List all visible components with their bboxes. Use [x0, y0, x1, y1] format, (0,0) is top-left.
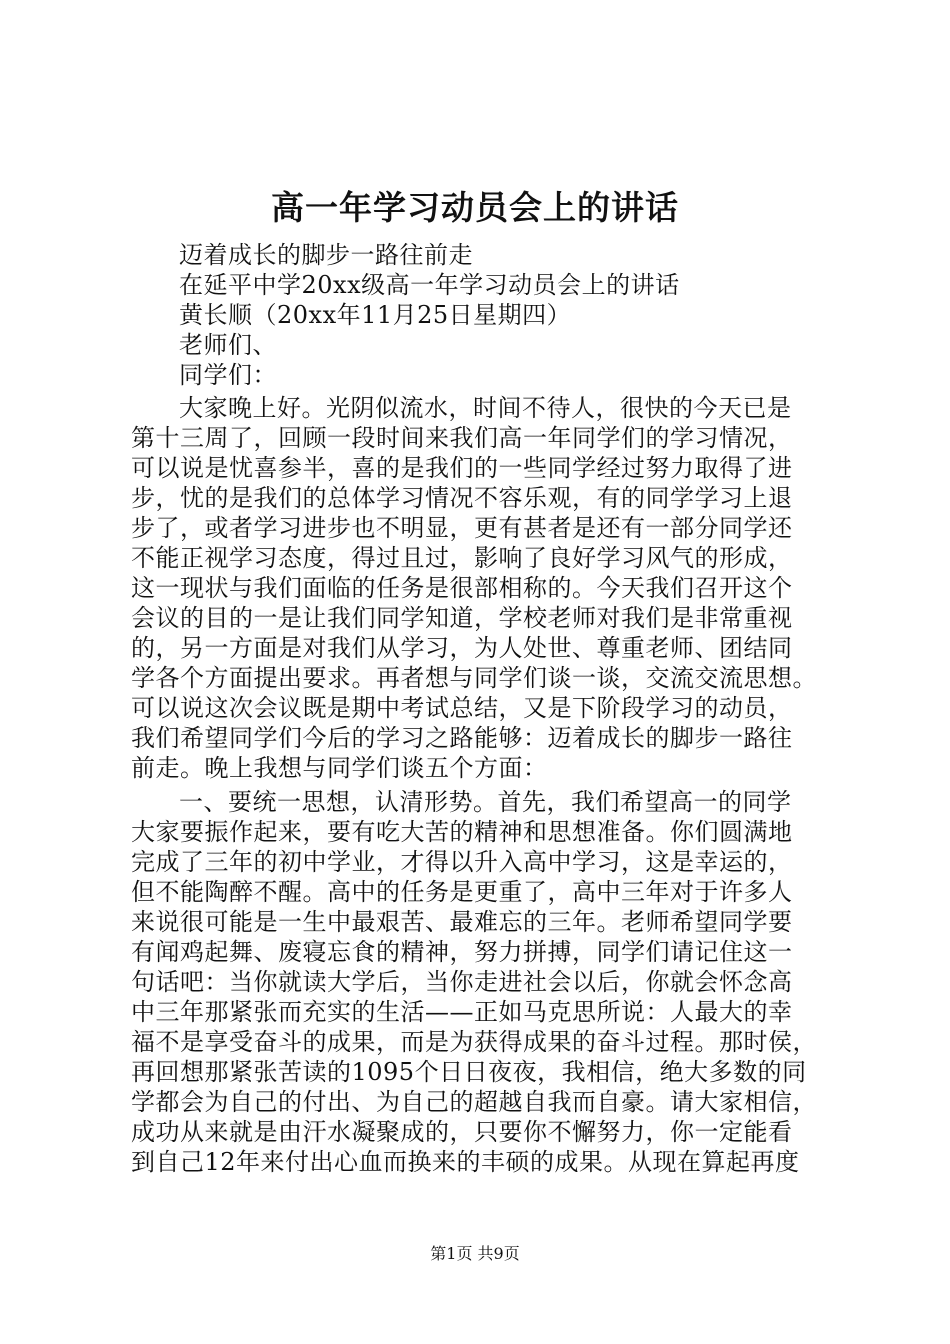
- paragraph-line: 到自己12年来付出心血而换来的丰硕的成果。从现在算起再度: [131, 1148, 800, 1176]
- paragraph-line: 福不是享受奋斗的成果，而是为获得成果的奋斗过程。那时侯，: [131, 1028, 817, 1056]
- paragraph-line: 完成了三年的初中学业，才得以升入高中学习，这是幸运的，: [131, 848, 793, 876]
- paragraph-line: 成功从来就是由汗水凝聚成的，只要你不懈努力，你一定能看: [131, 1118, 793, 1146]
- paragraph-line: 学都会为自己的付出、为自己的超越自我而自豪。请大家相信，: [131, 1088, 817, 1116]
- paragraph-line: 大家晚上好。光阴似流水，时间不待人，很快的今天已是: [179, 394, 792, 422]
- speaker-date-line: 黄长顺（20xx年11月25日星期四）: [179, 301, 572, 329]
- paragraph-line: 大家要振作起来，要有吃大苦的精神和思想准备。你们圆满地: [131, 818, 793, 846]
- document-title: 高一年学习动员会上的讲话: [271, 188, 679, 227]
- paragraph-line: 来说很可能是一生中最艰苦、最难忘的三年。老师希望同学要: [131, 908, 793, 936]
- paragraph-line: 一、要统一思想，认清形势。首先，我们希望高一的同学: [179, 788, 792, 816]
- paragraph-line: 中三年那紧张而充实的生活——正如马克思所说：人最大的幸: [131, 998, 793, 1026]
- paragraph-line: 我们希望同学们今后的学习之路能够：迈着成长的脚步一路往: [131, 724, 793, 752]
- paragraph-line: 前走。晚上我想与同学们谈五个方面：: [131, 754, 548, 782]
- paragraph-line: 可以说这次会议既是期中考试总结，又是下阶段学习的动员，: [131, 694, 793, 722]
- salutation-students: 同学们：: [179, 361, 277, 389]
- paragraph-line: 但不能陶醉不醒。高中的任务是更重了，高中三年对于许多人: [131, 878, 793, 906]
- paragraph-line: 可以说是忧喜参半，喜的是我们的一些同学经过努力取得了进: [131, 454, 793, 482]
- paragraph-line: 不能正视学习态度，得过且过，影响了良好学习风气的形成，: [131, 544, 793, 572]
- paragraph-line: 第十三周了，回顾一段时间来我们高一年同学们的学习情况，: [131, 424, 793, 452]
- paragraph-line: 这一现状与我们面临的任务是很部相称的。今天我们召开这个: [131, 574, 793, 602]
- paragraph-line: 会议的目的一是让我们同学知道，学校老师对我们是非常重视: [131, 604, 793, 632]
- event-line: 在延平中学20xx级高一年学习动员会上的讲话: [179, 271, 680, 299]
- paragraph-line: 有闻鸡起舞、废寝忘食的精神，努力拼搏，同学们请记住这一: [131, 938, 793, 966]
- page-number: 第1页 共9页: [430, 1244, 520, 1263]
- salutation-teachers: 老师们、: [179, 331, 277, 359]
- paragraph-line: 再回想那紧张苦读的1095个日日夜夜，我相信，绝大多数的同: [131, 1058, 807, 1086]
- paragraph-line: 学各个方面提出要求。再者想与同学们谈一谈，交流交流思想。: [131, 664, 817, 692]
- paragraph-line: 句话吧：当你就读大学后，当你走进社会以后，你就会怀念高: [131, 968, 793, 996]
- paragraph-line: 的，另一方面是对我们从学习，为人处世、尊重老师、团结同: [131, 634, 793, 662]
- paragraph-line: 步，忧的是我们的总体学习情况不容乐观，有的同学学习上退: [131, 484, 793, 512]
- subtitle-line: 迈着成长的脚步一路往前走: [179, 241, 473, 269]
- paragraph-line: 步了，或者学习进步也不明显，更有甚者是还有一部分同学还: [131, 514, 793, 542]
